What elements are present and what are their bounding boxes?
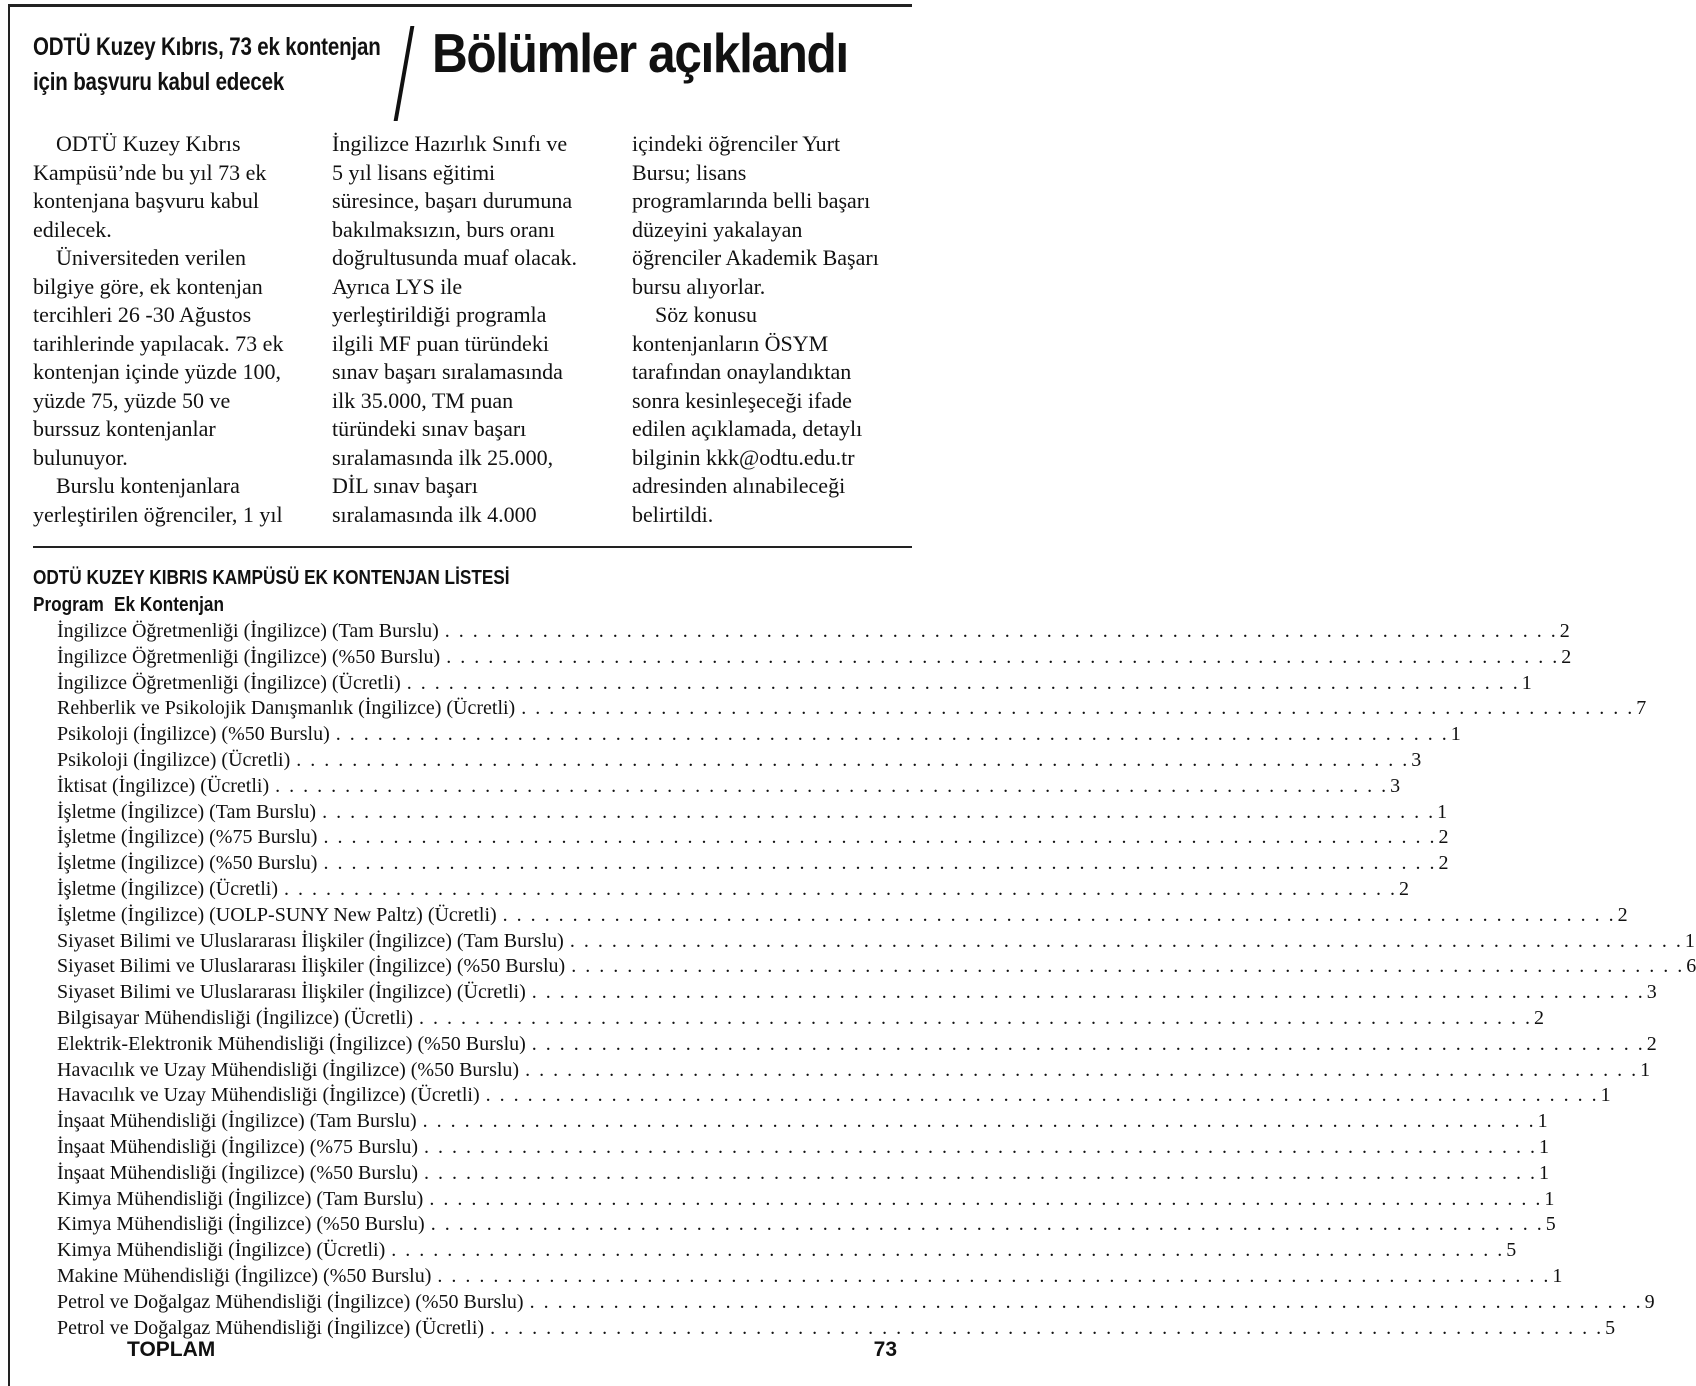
table-row	[57, 1135, 1550, 1161]
left-border	[8, 4, 10, 1386]
article-line: edilecek.	[33, 216, 112, 242]
table-row	[57, 1290, 1655, 1316]
article-line: sıralamasında ilk 4.000	[332, 501, 537, 527]
article-column-1	[33, 130, 283, 529]
article-line: 5 yıl lisans eğitimi	[332, 159, 496, 185]
article-line: yerleştirilen öğrenciler, 1 yıl	[33, 501, 283, 527]
quota-value: 1	[1537, 1110, 1548, 1133]
program-name: Bilgisayar Mühendisliği (İngilizce) (Ücretli)	[57, 1006, 414, 1029]
table-row	[57, 980, 1657, 1006]
article-line: tercihleri 26 -30 Ağustos	[33, 302, 252, 327]
dot-leader: . . . . . . . . . . . . . . . . . . . . . . . . . . . . . . . . . . . . . . . . . . . . . . . . . . . . . . . . . . . . . . . . . . . . . . . . . . . . . . . .	[525, 1058, 1639, 1081]
dot-leader: . . . . . . . . . . . . . . . . . . . . . . . . . . . . . . . . . . . . . . . . . . . . . . . . . . . . . . . . . . . . . . . . . . . . . . . . . . . . . . . .	[521, 697, 1635, 720]
table-row	[57, 851, 1449, 877]
table-row	[57, 1187, 1555, 1213]
dot-leader: . . . . . . . . . . . . . . . . . . . . . . . . . . . . . . . . . . . . . . . . . . . . . . . . . . . . . . . . . . . . . . . . . . . . . . . . . . . . . . . .	[444, 620, 1558, 642]
table-row	[57, 1109, 1548, 1135]
quota-value: 1	[1640, 1058, 1651, 1081]
article-line: burssuz kontenjanlar	[33, 416, 216, 441]
dot-leader: . . . . . . . . . . . . . . . . . . . . . . . . . . . . . . . . . . . . . . . . . . . . . . . . . . . . . . . . . . . . . . . . . . . . . . . . . . . . . . . .	[571, 955, 1685, 978]
program-name: İşletme (İngilizce) (UOLP-SUNY New Paltz) (Ücretli)	[57, 903, 497, 926]
article-line: ODTÜ Kuzey Kıbrıs	[56, 131, 241, 156]
quota-value: 5	[1506, 1239, 1517, 1262]
quota-list	[57, 619, 1696, 1341]
article-line: sınav başarı sıralamasında	[332, 359, 563, 384]
article-line: türündeki sınav başarı	[332, 416, 527, 441]
quota-value: 1	[1437, 800, 1448, 823]
table-row	[57, 748, 1422, 774]
dot-leader: . . . . . . . . . . . . . . . . . . . . . . . . . . . . . . . . . . . . . . . . . . . . . . . . . . . . . . . . . . . . . . . . . . . . . . . . . . . . . . . .	[322, 800, 1436, 823]
sub-headline	[33, 30, 381, 100]
program-name: İnşaat Mühendisliği (İngilizce) (%50 Burslu)	[57, 1161, 419, 1184]
dot-leader: . . . . . . . . . . . . . . . . . . . . . . . . . . . . . . . . . . . . . . . . . . . . . . . . . . . . . . . . . . . . . . . . . . . . . . . . . . . . . . . .	[275, 774, 1389, 797]
dot-leader: . . . . . . . . . . . . . . . . . . . . . . . . . . . . . . . . . . . . . . . . . . . . . . . . . . . . . . . . . . . . . . . . . . . . . . . . . . . . . . . .	[422, 1110, 1536, 1133]
article-line: Kampüsü’nde bu yıl 73 ek	[33, 159, 267, 185]
program-name: İnşaat Mühendisliği (İngilizce) (%75 Burslu)	[57, 1135, 419, 1158]
article-line: İngilizce Hazırlık Sınıfı ve	[332, 131, 568, 156]
article-line: doğrultusunda muaf olacak.	[332, 245, 577, 270]
article-line: DİL sınav başarı	[332, 473, 478, 498]
article-line: adresinden alınabileceği	[632, 473, 846, 498]
dot-leader: . . . . . . . . . . . . . . . . . . . . . . . . . . . . . . . . . . . . . . . . . . . . . . . . . . . . . . . . . . . . . . . . . . . . . . . . . . . . . . . .	[323, 826, 1437, 849]
table-row	[57, 1006, 1545, 1032]
program-name: Siyaset Bilimi ve Uluslararası İlişkiler (İngilizce) (%50 Burslu)	[57, 955, 566, 978]
table-row	[57, 1264, 1563, 1290]
dot-leader: . . . . . . . . . . . . . . . . . . . . . . . . . . . . . . . . . . . . . . . . . . . . . . . . . . . . . . . . . . . . . . . . . . . . . . . . . . . . . . . .	[485, 1084, 1599, 1107]
dot-leader: . . . . . . . . . . . . . . . . . . . . . . . . . . . . . . . . . . . . . . . . . . . . . . . . . . . . . . . . . . . . . . . . . . . . . . . . . . . . . . . .	[406, 671, 1520, 694]
section-divider	[33, 546, 912, 548]
article-line: kontenjanların ÖSYM	[632, 330, 829, 356]
program-name: Havacılık ve Uzay Mühendisliği (İngilizce) (Ücretli)	[57, 1084, 480, 1107]
program-name: İşletme (İngilizce) (%75 Burslu)	[57, 826, 318, 849]
program-name: Siyaset Bilimi ve Uluslararası İlişkiler (İngilizce) (Tam Burslu)	[57, 929, 564, 952]
article-column-2	[332, 130, 577, 529]
dot-leader: . . . . . . . . . . . . . . . . . . . . . . . . . . . . . . . . . . . . . . . . . . . . . . . . . . . . . . . . . . . . . . . . . . . . . . . . . . . . . . . .	[531, 1032, 1645, 1055]
table-row	[57, 1212, 1556, 1238]
program-name: Elektrik-Elektronik Mühendisliği (İngilizce) (%50 Burslu)	[57, 1032, 526, 1055]
quota-value: 9	[1644, 1290, 1655, 1313]
quota-value: 1	[1539, 1135, 1550, 1158]
sub-headline-line-2: için başvuru kabul edecek	[33, 68, 285, 96]
column-header-program: Program	[33, 594, 104, 616]
program-name: Petrol ve Doğalgaz Mühendisliği (İngilizce) (Ücretli)	[57, 1316, 485, 1339]
quota-value: 2	[1561, 645, 1572, 668]
quota-value: 3	[1646, 981, 1657, 1004]
table-row	[57, 1161, 1550, 1187]
program-name: Makine Mühendisliği (İngilizce) (%50 Burslu)	[57, 1264, 432, 1287]
dot-leader: . . . . . . . . . . . . . . . . . . . . . . . . . . . . . . . . . . . . . . . . . . . . . . . . . . . . . . . . . . . . . . . . . . . . . . . . . . . . . . . .	[296, 748, 1410, 771]
article-line: bilgiye göre, ek kontenjan	[33, 273, 263, 299]
article-line: Ayrıca LYS ile	[332, 273, 463, 299]
program-name: Psikoloji (İngilizce) (Ücretli)	[57, 748, 291, 771]
dot-leader: . . . . . . . . . . . . . . . . . . . . . . . . . . . . . . . . . . . . . . . . . . . . . . . . . . . . . . . . . . . . . . . . . . . . . . . . . . . . . . . .	[335, 723, 1449, 746]
table-row	[57, 954, 1696, 980]
dot-leader: . . . . . . . . . . . . . . . . . . . . . . . . . . . . . . . . . . . . . . . . . . . . . . . . . . . . . . . . . . . . . . . . . . . . . . . . . . . . . . . .	[490, 1316, 1604, 1339]
quota-value: 1	[1544, 1187, 1555, 1210]
dot-leader: . . . . . . . . . . . . . . . . . . . . . . . . . . . . . . . . . . . . . . . . . . . . . . . . . . . . . . . . . . . . . . . . . . . . . . . . . . . . . . . .	[529, 1290, 1643, 1313]
dot-leader: . . . . . . . . . . . . . . . . . . . . . . . . . . . . . . . . . . . . . . . . . . . . . . . . . . . . . . . . . . . . . . . . . . . . . . . . . . . . . . . .	[424, 1135, 1538, 1158]
dot-leader: . . . . . . . . . . . . . . . . . . . . . . . . . . . . . . . . . . . . . . . . . . . . . . . . . . . . . . . . . . . . . . . . . . . . . . . . . . . . . . . .	[502, 903, 1616, 926]
total-row	[127, 1336, 897, 1364]
program-name: Havacılık ve Uzay Mühendisliği (İngilizce) (%50 Burslu)	[57, 1058, 520, 1081]
dot-leader: . . . . . . . . . . . . . . . . . . . . . . . . . . . . . . . . . . . . . . . . . . . . . . . . . . . . . . . . . . . . . . . . . . . . . . . . . . . . . . . .	[430, 1213, 1544, 1236]
program-name: İngilizce Öğretmenliği (İngilizce) (Tam Burslu)	[57, 620, 439, 642]
table-row	[57, 671, 1532, 697]
quota-value: 6	[1686, 955, 1696, 978]
table-row	[57, 645, 1572, 671]
article-line: tarafından onaylandıktan	[632, 359, 852, 384]
quota-value: 1	[1684, 929, 1695, 952]
article-line: kontenjana başvuru kabul	[33, 188, 260, 213]
article-line: Üniversiteden verilen	[56, 245, 246, 270]
dot-leader: . . . . . . . . . . . . . . . . . . . . . . . . . . . . . . . . . . . . . . . . . . . . . . . . . . . . . . . . . . . . . . . . . . . . . . . . . . . . . . . .	[531, 981, 1645, 1004]
article-line: içindeki öğrenciler Yurt	[632, 131, 841, 156]
article-line: programlarında belli başarı	[632, 188, 871, 213]
table-row	[57, 1058, 1651, 1084]
article-line: süresince, başarı durumuna	[332, 188, 573, 213]
program-name: İşletme (İngilizce) (%50 Burslu)	[57, 852, 318, 875]
table-row	[57, 929, 1695, 955]
article-line: öğrenciler Akademik Başarı	[632, 245, 879, 270]
dot-leader: . . . . . . . . . . . . . . . . . . . . . . . . . . . . . . . . . . . . . . . . . . . . . . . . . . . . . . . . . . . . . . . . . . . . . . . . . . . . . . . .	[284, 877, 1397, 900]
article-line: tarihlerinde yapılacak. 73 ek	[33, 330, 284, 356]
dot-leader: . . . . . . . . . . . . . . . . . . . . . . . . . . . . . . . . . . . . . . . . . . . . . . . . . . . . . . . . . . . . . . . . . . . . . . . . . . . . . . . .	[419, 1006, 1533, 1029]
table-row	[57, 722, 1461, 748]
column-header-quota: Ek Kontenjan	[114, 594, 224, 616]
table-row	[57, 1032, 1657, 1058]
table-row	[57, 800, 1448, 826]
headline-separator	[394, 26, 415, 121]
quota-value: 2	[1399, 877, 1409, 900]
quota-value: 5	[1545, 1213, 1556, 1236]
quota-value: 1	[1552, 1264, 1563, 1287]
top-border	[8, 4, 912, 7]
program-name: Petrol ve Doğalgaz Mühendisliği (İngilizce) (%50 Burslu)	[57, 1290, 524, 1313]
article-line: bulunuyor.	[33, 444, 128, 470]
article-line: sonra kesinleşeceği ifade	[632, 387, 852, 413]
quota-value: 3	[1411, 748, 1422, 771]
article-line: bursu alıyorlar.	[632, 273, 766, 299]
sub-headline-line-1: ODTÜ Kuzey Kıbrıs, 73 ek kontenjan	[33, 33, 381, 61]
article-line: Burslu kontenjanlara	[56, 473, 240, 498]
table-row	[57, 1238, 1517, 1264]
table-row	[57, 877, 1409, 903]
table-row	[57, 825, 1449, 851]
quota-value: 5	[1605, 1316, 1616, 1339]
quota-value: 3	[1390, 774, 1401, 797]
dot-leader: . . . . . . . . . . . . . . . . . . . . . . . . . . . . . . . . . . . . . . . . . . . . . . . . . . . . . . . . . . . . . . . . . . . . . . . . . . . . . . . .	[323, 852, 1437, 875]
dot-leader: . . . . . . . . . . . . . . . . . . . . . . . . . . . . . . . . . . . . . . . . . . . . . . . . . . . . . . . . . . . . . . . . . . . . . . . . . . . . . . . .	[429, 1187, 1543, 1210]
program-name: İnşaat Mühendisliği (İngilizce) (Tam Burslu)	[57, 1110, 417, 1133]
article-line: sıralamasında ilk 25.000,	[332, 444, 554, 470]
quota-value: 2	[1559, 620, 1570, 642]
article-line: edilen açıklamada, detaylı	[632, 416, 863, 441]
quota-value: 2	[1438, 826, 1449, 849]
program-name: Siyaset Bilimi ve Uluslararası İlişkiler (İngilizce) (Ücretli)	[57, 981, 526, 1004]
dot-leader: . . . . . . . . . . . . . . . . . . . . . . . . . . . . . . . . . . . . . . . . . . . . . . . . . . . . . . . . . . . . . . . . . . . . . . . . . . . . . . . .	[446, 645, 1560, 668]
program-name: İşletme (İngilizce) (Ücretli)	[57, 877, 278, 900]
table-row	[57, 696, 1647, 722]
quota-value: 7	[1636, 697, 1647, 720]
article-line: düzeyini yakalayan	[632, 216, 803, 242]
article-line: Söz konusu	[655, 302, 758, 327]
article-line: bilginin kkk@odtu.edu.tr	[632, 444, 855, 470]
quota-value: 2	[1438, 852, 1449, 875]
dot-leader: . . . . . . . . . . . . . . . . . . . . . . . . . . . . . . . . . . . . . . . . . . . . . . . . . . . . . . . . . . . . . . . . . . . . . . . . . . . . . . . .	[569, 929, 1683, 952]
quota-value: 2	[1617, 903, 1628, 926]
table-row	[57, 619, 1570, 645]
quota-value: 1	[1450, 723, 1461, 746]
total-label: TOPLAM	[127, 1338, 216, 1361]
article-column-3	[632, 130, 879, 529]
article-line: yüzde 75, yüzde 50 ve	[33, 387, 231, 413]
article-line: ilgili MF puan türündeki	[332, 330, 549, 356]
article-line: belirtildi.	[632, 501, 714, 527]
article-line: kontenjan içinde yüzde 100,	[33, 359, 282, 384]
quota-list-title: ODTÜ KUZEY KIBRIS KAMPÜSÜ EK KONTENJAN LİSTESİ	[33, 567, 510, 589]
program-name: İngilizce Öğretmenliği (İngilizce) (%50 Burslu)	[57, 645, 441, 668]
total-value: 73	[873, 1338, 897, 1361]
program-name: İşletme (İngilizce) (Tam Burslu)	[57, 800, 317, 823]
program-name: Kimya Mühendisliği (İngilizce) (Ücretli)	[57, 1239, 386, 1262]
program-name: İngilizce Öğretmenliği (İngilizce) (Ücretli)	[57, 671, 401, 694]
quota-value: 1	[1539, 1161, 1550, 1184]
article-line: yerleştirildiği programla	[332, 302, 547, 327]
article-line: Bursu; lisans	[632, 159, 747, 185]
program-name: Kimya Mühendisliği (İngilizce) (Tam Burslu)	[57, 1187, 424, 1210]
program-name: Kimya Mühendisliği (İngilizce) (%50 Burslu)	[57, 1213, 425, 1236]
article-line: bakılmaksızın, burs oranı	[332, 216, 556, 242]
table-row	[57, 903, 1628, 929]
dot-leader: . . . . . . . . . . . . . . . . . . . . . . . . . . . . . . . . . . . . . . . . . . . . . . . . . . . . . . . . . . . . . . . . . . . . . . . . . . . . . . . .	[424, 1161, 1538, 1184]
program-name: Rehberlik ve Psikolojik Danışmanlık (İngilizce) (Ücretli)	[57, 697, 516, 720]
quota-value: 2	[1646, 1032, 1657, 1055]
article-line: ilk 35.000, TM puan	[332, 387, 514, 413]
dot-leader: . . . . . . . . . . . . . . . . . . . . . . . . . . . . . . . . . . . . . . . . . . . . . . . . . . . . . . . . . . . . . . . . . . . . . . . . . . . . . . . .	[391, 1239, 1505, 1262]
program-name: Psikoloji (İngilizce) (%50 Burslu)	[57, 723, 330, 746]
headline: Bölümler açıklandı	[432, 22, 848, 84]
program-name: İktisat (İngilizce) (Ücretli)	[57, 774, 270, 797]
quota-value: 2	[1534, 1006, 1545, 1029]
table-row	[57, 1083, 1611, 1109]
quota-list-header	[33, 594, 224, 616]
quota-value: 1	[1521, 671, 1532, 694]
dot-leader: . . . . . . . . . . . . . . . . . . . . . . . . . . . . . . . . . . . . . . . . . . . . . . . . . . . . . . . . . . . . . . . . . . . . . . . . . . . . . . . .	[437, 1264, 1551, 1287]
table-row	[57, 774, 1401, 800]
quota-value: 1	[1600, 1084, 1611, 1107]
